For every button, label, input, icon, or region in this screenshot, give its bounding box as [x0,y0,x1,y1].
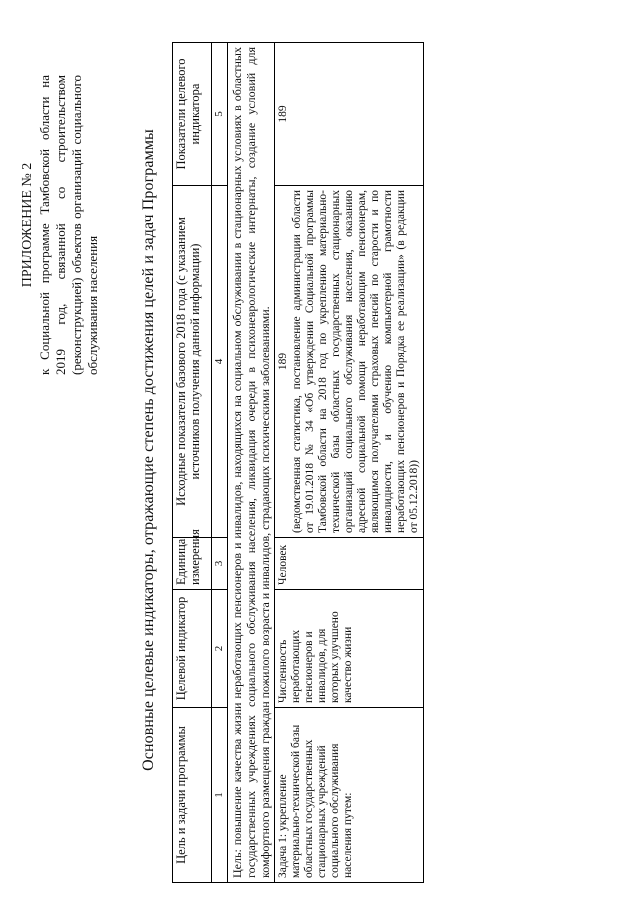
indicator-cell: Численность неработающих пенсионеров и инвалидов, для которых улучшено качество жизни [275,590,424,708]
header-baseline: Исходные показатели базового 2018 года (с указанием источников получения данной информации) [173,186,212,538]
table-row [275,43,424,883]
header-target: Показатели целевого индикатора [173,43,212,186]
goal-row [228,43,275,883]
target-cell: 189 [275,43,424,186]
document-title: Основные целевые индикаторы, отражающие степень достижения целей и задач Программы [140,129,157,771]
column-number-row [212,43,228,883]
unit-cell: Человек [275,538,424,590]
header-unit: Единица измерения [173,538,212,590]
baseline-source: (ведомственная статистика, постановление администрации области от 19.01.2018 № 34 «Об утверждении Социальной программы Тамбовской области на 2018 год по укреплению материально-технической базы областных государственных стационарных организаций социального обслуживания населения, оказанию адресной социальной помощи неработающим пенсионерам, являющимся получателями страховых пенсий по старости и по инвалидности, и обучению компьютерной грамотности неработающих пенсионеров и Порядка ее реализации» (в редакции от 05.12.2018)) [291,190,420,533]
task-cell: Задача 1: укрепление материально-технической базы областных государственных стационарных учреждений социального обслуживания населения путем: [275,708,424,883]
baseline-value: 189 [277,352,289,371]
column-number: 5 [212,43,228,186]
column-number: 3 [212,538,228,590]
header-indicator: Целевой индикатор [173,590,212,708]
appendix-title: ПРИЛОЖЕНИЕ № 2 [20,162,35,288]
header-goals: Цель и задачи программы [173,708,212,883]
goal-text: Цель: повышение качества жизни неработающих пенсионеров и инвалидов, находящихся на социальном обслуживании в стационарных условиях в областных государственных учреждениях социального обслуживания населения, ликвидация очереди в психоневрологические интернаты, создание условий для комфортного размещения граждан пожилого возраста и инвалидов, страдающих психическими заболеваниями. [228,43,275,883]
column-number: 1 [212,708,228,883]
baseline-cell [275,186,424,538]
indicators-table [172,42,424,883]
appendix-block [20,75,101,375]
column-number: 4 [212,186,228,538]
appendix-text: к Социальной программе Тамбовской области на 2019 год, связанной со строительством (реконструкцией) объектов организаций социального обслуживания населения [37,75,100,375]
table-header-row [173,43,212,883]
column-number: 2 [212,590,228,708]
